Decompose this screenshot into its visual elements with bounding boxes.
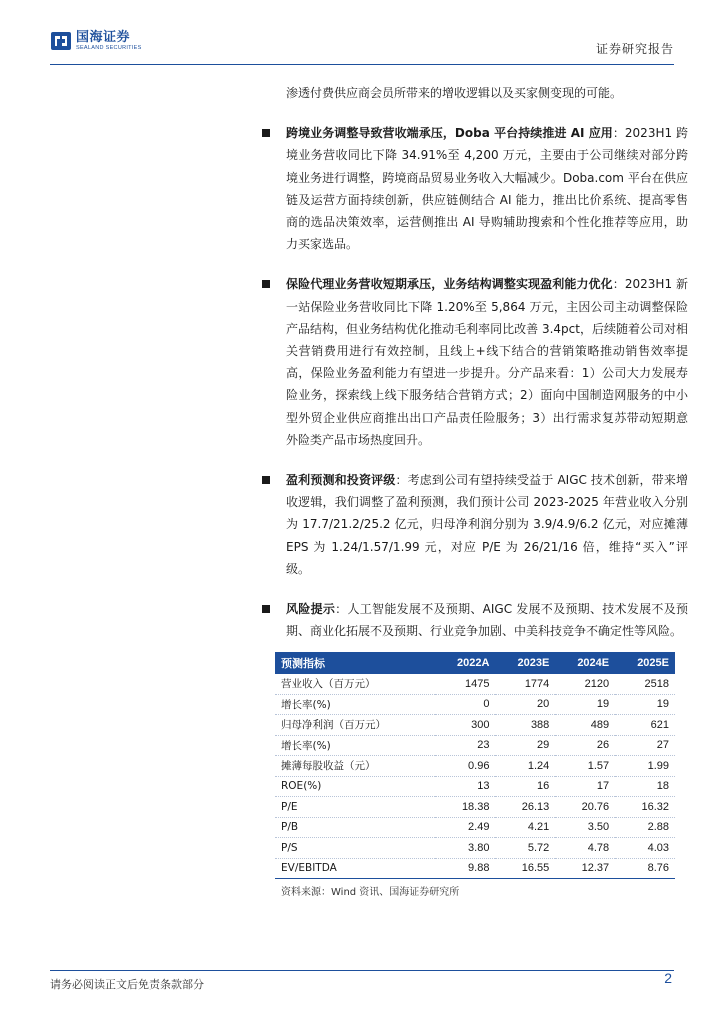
table-cell: 1774 (495, 674, 555, 694)
square-bullet-icon (262, 129, 270, 137)
table-row (275, 776, 675, 797)
column-header: 2022A (457, 657, 490, 669)
section-insurance (286, 273, 688, 451)
row-label: 增长率(%) (275, 694, 435, 715)
table-cell: 9.88 (435, 858, 496, 879)
column-header: 2024E (577, 657, 610, 669)
table-cell: 3.50 (555, 817, 615, 838)
section-text: ：人工智能发展不及预期、AIGC 发展不及预期、技术发展不及预期、商业化拓展不及预期、行业竞争加剧、中美科技竞争不确定性等风险。 (286, 602, 688, 639)
column-header: 预测指标 (281, 658, 325, 670)
sealand-logo-icon (50, 30, 72, 52)
table-cell: 8.76 (615, 858, 675, 879)
table-cell: 13 (435, 776, 496, 797)
table-row (275, 674, 675, 694)
company-logo (50, 30, 142, 52)
header-divider (50, 64, 674, 65)
square-bullet-icon (262, 476, 270, 484)
report-body (286, 82, 688, 642)
section-heading: 跨境业务调整导致营收端承压，Doba 平台持续推进 AI 应用 (286, 126, 613, 141)
forecast-table (275, 652, 675, 879)
table-cell: 26.13 (495, 797, 555, 818)
row-label: 营业收入（百万元） (275, 674, 435, 694)
table-row (275, 838, 675, 859)
table-cell: 20.76 (555, 797, 615, 818)
square-bullet-icon (262, 280, 270, 288)
logo-cn-text: 国海证券 (76, 29, 131, 45)
disclaimer-note: 请务必阅读正文后免责条款部分 (50, 978, 204, 991)
table-cell: 1.57 (555, 756, 615, 777)
table-cell: 621 (615, 715, 675, 736)
section-text: ：2023H1 新一站保险业务营收同比下降 1.20%至 5,864 万元，主因公司主动调整保险产品结构，但业务结构优化推动毛利率同比改善 3.4pct，后续随着公司对相关营销费用进行有效控制，且线上+线下结合的营销策略推动销售效率提高，保险业务盈利能力有望进一步提升。分产品来看：1）公司大力发展寿险业务，探索线上线下服务结合营销方式；2）面向中国制造网服务的中小型外贸企业供应商推出出口产品责任险服务；3）出行需求复苏带动短期意外险类产品市场热度回升。 (286, 277, 688, 447)
table-row (275, 715, 675, 736)
table-cell: 4.21 (495, 817, 555, 838)
row-label: P/B (275, 817, 435, 838)
section-heading: 盈利预测和投资评级 (286, 473, 396, 488)
table-cell: 17 (555, 776, 615, 797)
forecast-table-container (275, 652, 675, 898)
table-header-row (275, 652, 675, 674)
column-header: 2023E (517, 657, 550, 669)
section-heading: 风险提示 (286, 602, 336, 617)
table-cell: 0.96 (435, 756, 496, 777)
table-cell: 1.24 (495, 756, 555, 777)
section-risk (286, 598, 688, 642)
table-cell: 4.78 (555, 838, 615, 859)
table-cell: 12.37 (555, 858, 615, 879)
row-label: EV/EBITDA (275, 858, 435, 879)
table-cell: 388 (495, 715, 555, 736)
table-cell: 300 (435, 715, 496, 736)
table-cell: 26 (555, 735, 615, 756)
table-cell: 27 (615, 735, 675, 756)
table-cell: 2.88 (615, 817, 675, 838)
intro-paragraph: 渗透付费供应商会员所带来的增收逻辑以及买家侧变现的可能。 (286, 86, 623, 100)
row-label: P/E (275, 797, 435, 818)
table-cell: 16.55 (495, 858, 555, 879)
square-bullet-icon (262, 605, 270, 613)
table-cell: 18.38 (435, 797, 496, 818)
table-row (275, 756, 675, 777)
table-cell: 1.99 (615, 756, 675, 777)
table-row (275, 817, 675, 838)
table-cell: 2518 (615, 674, 675, 694)
table-row (275, 694, 675, 715)
table-cell: 19 (555, 694, 615, 715)
table-cell: 16 (495, 776, 555, 797)
table-row (275, 858, 675, 879)
table-cell: 489 (555, 715, 615, 736)
row-label: ROE(%) (275, 776, 435, 797)
column-header: 2025E (637, 657, 669, 669)
table-source-note: 资料来源：Wind 资讯、国海证券研究所 (281, 887, 460, 898)
row-label: 增长率(%) (275, 735, 435, 756)
logo-en-text: SEALAND SECURITIES (76, 44, 142, 51)
table-cell: 20 (495, 694, 555, 715)
section-text: ：2023H1 跨境业务营收同比下降 34.91%至 4,200 万元，主要由于公司继续对部分跨境业务进行调整，跨境商品贸易业务收入大幅减少。Doba.com 平台在供应链及运营方面持续创新，供应链侧结合 AI 能力，推出比价系统、提高零售商的选品决策效率，运营侧推出 AI 导购辅助搜索和个性化推荐等应用，助力买家选品。 (286, 126, 688, 252)
table-cell: 19 (615, 694, 675, 715)
table-cell: 3.80 (435, 838, 496, 859)
page-number: 2 (664, 970, 672, 986)
section-heading: 保险代理业务营收短期承压，业务结构调整实现盈利能力优化 (286, 277, 613, 292)
section-forecast-rating (286, 469, 688, 580)
table-cell: 1475 (435, 674, 496, 694)
table-cell: 16.32 (615, 797, 675, 818)
footer-divider (50, 970, 674, 971)
table-cell: 29 (495, 735, 555, 756)
section-text: ：考虑到公司有望持续受益于 AIGC 技术创新，带来增收逻辑，我们调整了盈利预测，我们预计公司 2023-2025 年营业收入分别为 17.7/21.2/25.2 亿元，归母净利润分别为 3.9/4.9/6.2 亿元，对应摊薄 EPS 为 1.24/1.57/1.99 元，对应 P/E 为 26/21/16 倍，维持“买入”评级。 (286, 473, 688, 576)
table-row (275, 797, 675, 818)
row-label: P/S (275, 838, 435, 859)
table-cell: 0 (435, 694, 496, 715)
table-cell: 18 (615, 776, 675, 797)
table-cell: 23 (435, 735, 496, 756)
row-label: 摊薄每股收益（元） (275, 756, 435, 777)
report-type-title: 证券研究报告 (595, 42, 674, 56)
table-cell: 4.03 (615, 838, 675, 859)
page-header (50, 28, 674, 66)
section-cross-border (286, 122, 688, 255)
table-row (275, 735, 675, 756)
table-cell: 2.49 (435, 817, 496, 838)
table-cell: 5.72 (495, 838, 555, 859)
table-cell: 2120 (555, 674, 615, 694)
row-label: 归母净利润（百万元） (275, 715, 435, 736)
